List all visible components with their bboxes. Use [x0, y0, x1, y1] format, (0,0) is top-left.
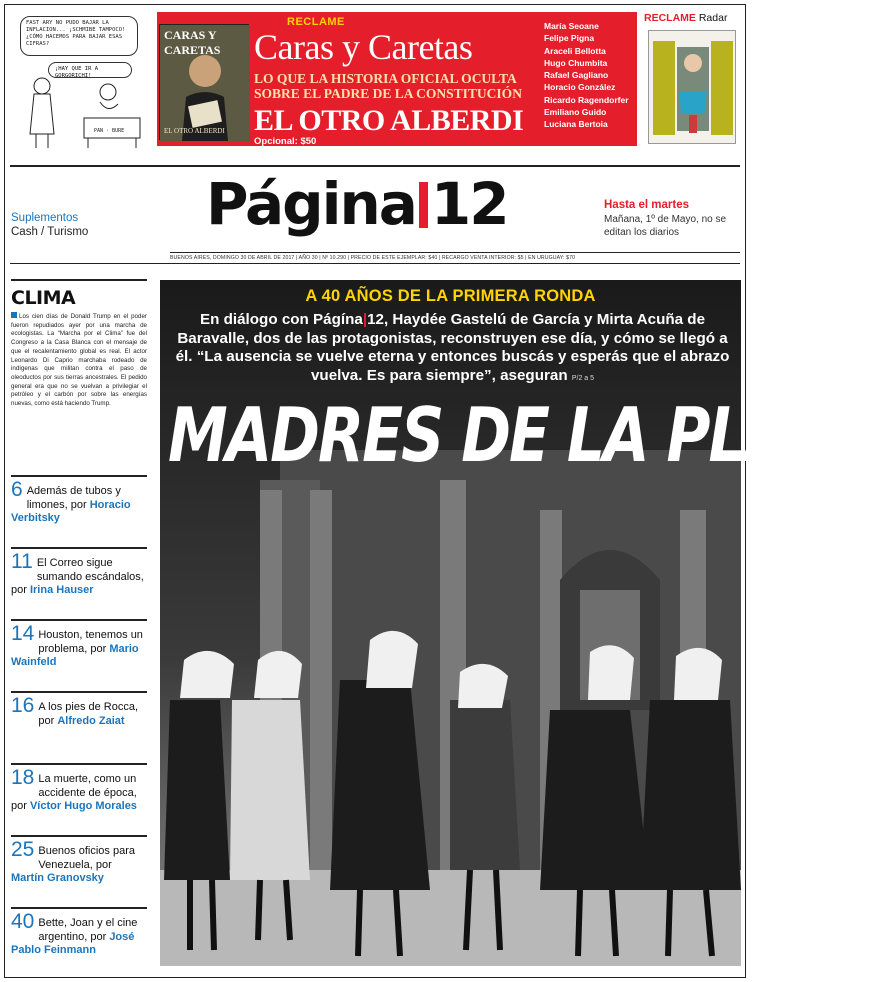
index-item[interactable] [11, 547, 147, 619]
index-by: por [38, 714, 55, 727]
lead-headline[interactable]: MADRES DE LA PLAZA [168, 392, 875, 480]
contributor-name: Luciana Bertoia [544, 119, 608, 130]
lead-deck [170, 311, 735, 388]
newspaper-masthead[interactable] [206, 170, 508, 238]
caras-y-caretas-promo[interactable] [157, 12, 637, 146]
clima-box[interactable] [11, 279, 147, 471]
speech-bubble-reply: ¡HAY QUE IR A GORGORICHI! [48, 62, 132, 78]
contributor-name: Rafael Gagliano [544, 70, 609, 81]
index-author: Víctor Hugo Morales [29, 800, 137, 812]
contributor-name: Horacio González [544, 82, 616, 93]
index-page-number: 11 [11, 550, 33, 573]
promo-headline: EL OTRO ALBERDI [254, 104, 524, 137]
lead-kicker: A 40 AÑOS DE LA PRIMERA RONDA [305, 287, 596, 305]
index-by: por [95, 858, 112, 871]
magazine-cover[interactable] [159, 24, 249, 140]
radar-cover-image[interactable] [648, 30, 736, 144]
promo-price: Opcional: $50 [254, 136, 317, 147]
contributor-name: Hugo Chumbita [544, 57, 608, 68]
reclame-label: RECLAME [644, 12, 696, 24]
index-title: Además de tubos y limones, [26, 485, 121, 511]
index-item[interactable] [11, 835, 147, 907]
index-page-number: 18 [11, 766, 35, 789]
index-page-number: 14 [11, 622, 35, 645]
index-page-number: 6 [11, 478, 23, 501]
index-author: Horacio Verbitsky [11, 498, 131, 524]
supplements-label: Suplementos [11, 212, 79, 224]
lead-deck-bar: | [362, 311, 368, 328]
contributor-name: Emiliano Guido [544, 107, 607, 118]
top-divider [10, 165, 740, 167]
index-author: José Pablo Feinmann [11, 930, 135, 956]
index-item[interactable] [11, 619, 147, 691]
index-title: El Correo sigue sumando escándalos, [36, 557, 144, 583]
masthead-red-bar [419, 182, 428, 228]
index-by: por [90, 642, 107, 655]
index-title: Bette, Joan y el cine argentino, por [38, 917, 138, 943]
index-title: A los pies de Rocca, [38, 701, 139, 713]
promo-kicker: LO QUE LA HISTORIA OFICIAL OCULTA SOBRE EL PADRE DE LA CONSTITUCIÓN [254, 71, 522, 101]
index-page-number: 40 [11, 910, 35, 933]
contributor-name: Ricardo Ragendorfer [544, 94, 629, 105]
clima-title: CLIMA [11, 287, 76, 309]
radar-title-line [644, 12, 740, 24]
masthead-name-left: Página [206, 170, 416, 238]
reclame-label: RECLAME [287, 16, 345, 28]
masthead-name-right: 12 [430, 170, 508, 238]
bullet-square-icon [11, 312, 17, 318]
notice-title: Hasta el martes [604, 199, 690, 211]
magazine-cover-subtitle: EL OTRO ALBERDI [164, 127, 225, 135]
index-author: Martín Granovsky [11, 872, 104, 884]
contributor-name: Felipe Pigna [544, 33, 595, 44]
comic-figures-icon [14, 74, 148, 150]
lead-story[interactable] [160, 280, 875, 966]
clima-body [11, 312, 147, 409]
contributor-name: Araceli Bellotta [544, 45, 606, 56]
index-by: por [11, 584, 27, 596]
index-list [11, 475, 147, 967]
index-by: por [70, 498, 87, 511]
magazine-cover-title: CARAS Y CARETAS [164, 28, 221, 57]
index-author: Irina Hauser [29, 584, 94, 596]
clima-text: Los cien días de Donald Trump en el poder fueron repudiados ayer por una marcha de ecologistas. La “Marcha por el Clima” fue del Congreso a la Casa Blanca con el mensaje de que el recalentamiento global es real. El actor Leonardo Di Caprio marchaba rodeado de indígenas que militan contra el paso de oleoductos por sus tierras ancestrales. El pedido general era que no se vuelvan a privilegiar el petróleo y el carbón por sobre las energías nuevas, como está haciendo Trump. [11, 313, 147, 408]
index-page-number: 25 [11, 838, 35, 861]
radar-cover-illustration-icon [649, 31, 737, 145]
radar-promo[interactable] [644, 12, 740, 146]
supplements-list[interactable]: Cash / Turismo [11, 226, 89, 238]
index-title: Buenos oficios para Venezuela, [38, 845, 135, 871]
svg-text:PAN · BURE: PAN · BURE [94, 128, 125, 134]
left-column [11, 279, 147, 967]
index-text [11, 479, 147, 526]
contributors-list [544, 20, 636, 131]
index-item[interactable] [11, 691, 147, 763]
index-page-number: 16 [11, 694, 35, 717]
index-item[interactable] [11, 763, 147, 835]
dateline: BUENOS AIRES, DOMINGO 30 DE ABRIL DE 2017 | AÑO 30 | Nº 10.290 | PRECIO DE ESTE EJEMPLAR: $40 | RECARGO VENTA INTERIOR: $5 | EN URUGUAY: $70 [170, 252, 740, 261]
index-title: La muerte, como un accidente de época, [38, 773, 137, 799]
contributor-name: María Seoane [544, 21, 599, 31]
promo-brand: Caras y Caretas [254, 27, 473, 67]
radar-title: Radar [698, 12, 728, 24]
index-title: Houston, tenemos un problema, [38, 629, 143, 655]
index-author: Alfredo Zaiat [57, 714, 125, 727]
lead-deck-post: 12, Haydée Gastelú de García y Mirta Acuña de Baravalle, dos de las protagonistas, reconstruyen ese día, y cómo se llegó a él. “La ausencia se vuelve eterna y entonces buscás y esperás que el abrazo vuelva. Es para siempre”, aseguran [175, 311, 730, 384]
index-item[interactable] [11, 907, 147, 967]
notice-box [604, 199, 744, 239]
comic-strip [14, 12, 148, 150]
index-by: por [11, 800, 27, 812]
supplements-box[interactable] [11, 211, 88, 239]
notice-body: Mañana, 1º de Mayo, no se editan los diarios [604, 214, 727, 238]
speech-bubble: FAST ARY NO PUDO BAJAR LA INFLACION... ¡SCHMIBE TAMPOCO! ¿CÓMO HACEMOS PARA BAJAR ESAS CIFRAS? [20, 16, 138, 56]
masthead-divider [10, 263, 740, 264]
index-item[interactable] [11, 475, 147, 547]
index-author: Mario Wainfeld [11, 642, 139, 668]
lead-page-ref: P/2 a 5 [571, 374, 595, 382]
lead-deck-pre: En diálogo con Págína [199, 311, 363, 328]
